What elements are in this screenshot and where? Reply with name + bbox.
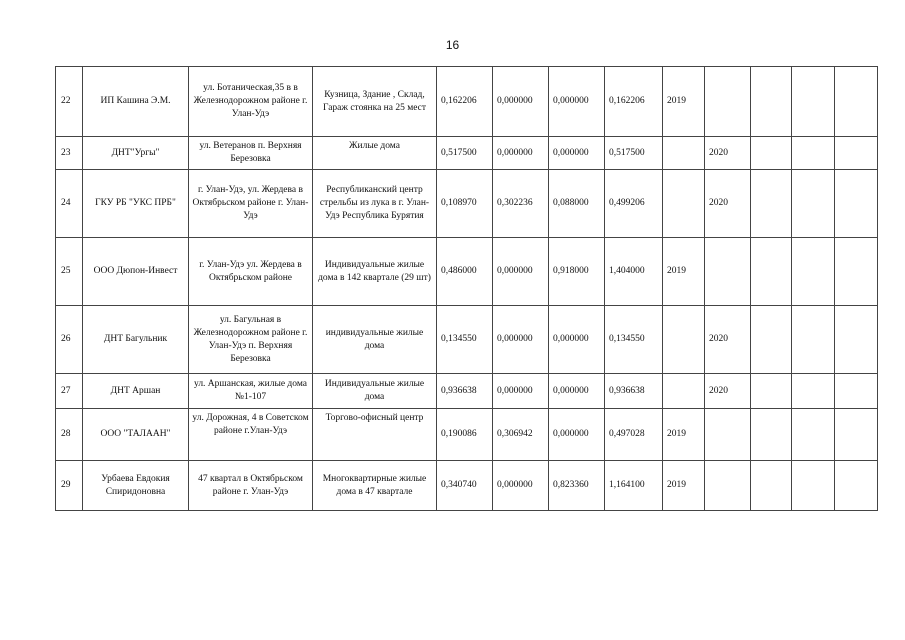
year-2020-cell bbox=[705, 67, 751, 137]
year-2020-cell: 2020 bbox=[705, 137, 751, 170]
value-3-cell: 0,088000 bbox=[549, 170, 605, 238]
year-2019-cell: 2019 bbox=[663, 238, 705, 306]
table-row bbox=[56, 306, 878, 374]
table-row bbox=[56, 409, 878, 461]
empty-cell bbox=[751, 67, 792, 137]
year-2020-cell: 2020 bbox=[705, 374, 751, 409]
row-number: 26 bbox=[56, 306, 83, 374]
empty-cell bbox=[751, 137, 792, 170]
value-1-cell: 0,936638 bbox=[437, 374, 493, 409]
total-value-cell: 0,162206 bbox=[605, 67, 663, 137]
value-3-cell: 0,000000 bbox=[549, 137, 605, 170]
total-value-cell: 0,517500 bbox=[605, 137, 663, 170]
value-2-cell: 0,000000 bbox=[493, 238, 549, 306]
total-value-cell: 0,936638 bbox=[605, 374, 663, 409]
empty-cell bbox=[751, 461, 792, 511]
object-cell: Жилые дома bbox=[313, 137, 437, 170]
row-number: 22 bbox=[56, 67, 83, 137]
address-cell: ул. Дорожная, 4 в Советском районе г.Улан-Удэ bbox=[189, 409, 313, 461]
row-number: 23 bbox=[56, 137, 83, 170]
row-number: 29 bbox=[56, 461, 83, 511]
value-3-cell: 0,823360 bbox=[549, 461, 605, 511]
empty-cell bbox=[792, 238, 835, 306]
value-3-cell: 0,000000 bbox=[549, 306, 605, 374]
row-number: 27 bbox=[56, 374, 83, 409]
value-3-cell: 0,918000 bbox=[549, 238, 605, 306]
year-2019-cell: 2019 bbox=[663, 409, 705, 461]
organization-cell: ДНТ Багульник bbox=[83, 306, 189, 374]
value-2-cell: 0,000000 bbox=[493, 461, 549, 511]
object-cell: Торгово-офисный центр bbox=[313, 409, 437, 461]
year-2020-cell bbox=[705, 409, 751, 461]
address-cell: ул. Аршанская, жилые дома №1-107 bbox=[189, 374, 313, 409]
value-2-cell: 0,000000 bbox=[493, 374, 549, 409]
table-row bbox=[56, 170, 878, 238]
value-3-cell: 0,000000 bbox=[549, 67, 605, 137]
year-2019-cell bbox=[663, 170, 705, 238]
value-1-cell: 0,134550 bbox=[437, 306, 493, 374]
empty-cell bbox=[835, 67, 878, 137]
address-cell: ул. Ветеранов п. Верхняя Березовка bbox=[189, 137, 313, 170]
value-2-cell: 0,000000 bbox=[493, 306, 549, 374]
organization-cell: ДНТ Аршан bbox=[83, 374, 189, 409]
year-2019-cell: 2019 bbox=[663, 461, 705, 511]
empty-cell bbox=[792, 409, 835, 461]
value-2-cell: 0,000000 bbox=[493, 67, 549, 137]
table-row bbox=[56, 374, 878, 409]
empty-cell bbox=[751, 238, 792, 306]
row-number: 25 bbox=[56, 238, 83, 306]
table-row bbox=[56, 67, 878, 137]
empty-cell bbox=[792, 170, 835, 238]
object-cell: индивидуальные жилые дома bbox=[313, 306, 437, 374]
empty-cell bbox=[792, 461, 835, 511]
total-value-cell: 0,499206 bbox=[605, 170, 663, 238]
value-1-cell: 0,190086 bbox=[437, 409, 493, 461]
empty-cell bbox=[751, 306, 792, 374]
value-3-cell: 0,000000 bbox=[549, 409, 605, 461]
address-cell: г. Улан-Удэ, ул. Жердева в Октябрьском районе г. Улан-Удэ bbox=[189, 170, 313, 238]
organization-cell: ООО "ТАЛААН" bbox=[83, 409, 189, 461]
value-1-cell: 0,162206 bbox=[437, 67, 493, 137]
empty-cell bbox=[835, 137, 878, 170]
empty-cell bbox=[835, 306, 878, 374]
year-2019-cell bbox=[663, 374, 705, 409]
value-2-cell: 0,000000 bbox=[493, 137, 549, 170]
empty-cell bbox=[792, 137, 835, 170]
empty-cell bbox=[835, 461, 878, 511]
data-table bbox=[55, 66, 878, 511]
empty-cell bbox=[751, 170, 792, 238]
year-2020-cell bbox=[705, 461, 751, 511]
table-row bbox=[56, 137, 878, 170]
total-value-cell: 0,497028 bbox=[605, 409, 663, 461]
address-cell: 47 квартал в Октябрьском районе г. Улан-Удэ bbox=[189, 461, 313, 511]
address-cell: ул. Ботаническая,35 в в Железнодорожном районе г. Улан-Удэ bbox=[189, 67, 313, 137]
object-cell: Индивидуальные жилые дома bbox=[313, 374, 437, 409]
year-2020-cell: 2020 bbox=[705, 170, 751, 238]
value-1-cell: 0,340740 bbox=[437, 461, 493, 511]
value-1-cell: 0,517500 bbox=[437, 137, 493, 170]
empty-cell bbox=[751, 409, 792, 461]
year-2019-cell: 2019 bbox=[663, 67, 705, 137]
total-value-cell: 1,164100 bbox=[605, 461, 663, 511]
organization-cell: ООО Дюпон-Инвест bbox=[83, 238, 189, 306]
object-cell: Индивидуальные жилые дома в 142 квартале (29 шт) bbox=[313, 238, 437, 306]
value-1-cell: 0,486000 bbox=[437, 238, 493, 306]
value-2-cell: 0,306942 bbox=[493, 409, 549, 461]
object-cell: Многоквартирные жилые дома в 47 квартале bbox=[313, 461, 437, 511]
empty-cell bbox=[792, 67, 835, 137]
year-2020-cell bbox=[705, 238, 751, 306]
table-row bbox=[56, 461, 878, 511]
table-row bbox=[56, 238, 878, 306]
row-number: 24 bbox=[56, 170, 83, 238]
value-3-cell: 0,000000 bbox=[549, 374, 605, 409]
empty-cell bbox=[751, 374, 792, 409]
empty-cell bbox=[792, 374, 835, 409]
row-number: 28 bbox=[56, 409, 83, 461]
organization-cell: Урбаева Евдокия Спиридоновна bbox=[83, 461, 189, 511]
address-cell: ул. Багульная в Железнодорожном районе г. Улан-Удэ п. Верхняя Березовка bbox=[189, 306, 313, 374]
empty-cell bbox=[835, 170, 878, 238]
year-2019-cell bbox=[663, 306, 705, 374]
organization-cell: ГКУ РБ "УКС ПРБ" bbox=[83, 170, 189, 238]
value-1-cell: 0,108970 bbox=[437, 170, 493, 238]
empty-cell bbox=[835, 374, 878, 409]
total-value-cell: 0,134550 bbox=[605, 306, 663, 374]
page-number: 16 bbox=[445, 38, 460, 52]
total-value-cell: 1,404000 bbox=[605, 238, 663, 306]
empty-cell bbox=[835, 409, 878, 461]
organization-cell: ИП Кашина Э.М. bbox=[83, 67, 189, 137]
object-cell: Кузница, Здание , Склад, Гараж стоянка на 25 мест bbox=[313, 67, 437, 137]
year-2019-cell bbox=[663, 137, 705, 170]
empty-cell bbox=[835, 238, 878, 306]
year-2020-cell: 2020 bbox=[705, 306, 751, 374]
organization-cell: ДНТ"Ургы" bbox=[83, 137, 189, 170]
empty-cell bbox=[792, 306, 835, 374]
object-cell: Республиканский центр стрельбы из лука в г. Улан-Удэ Республика Бурятия bbox=[313, 170, 437, 238]
value-2-cell: 0,302236 bbox=[493, 170, 549, 238]
address-cell: г. Улан-Удэ ул. Жердева в Октябрьском районе bbox=[189, 238, 313, 306]
